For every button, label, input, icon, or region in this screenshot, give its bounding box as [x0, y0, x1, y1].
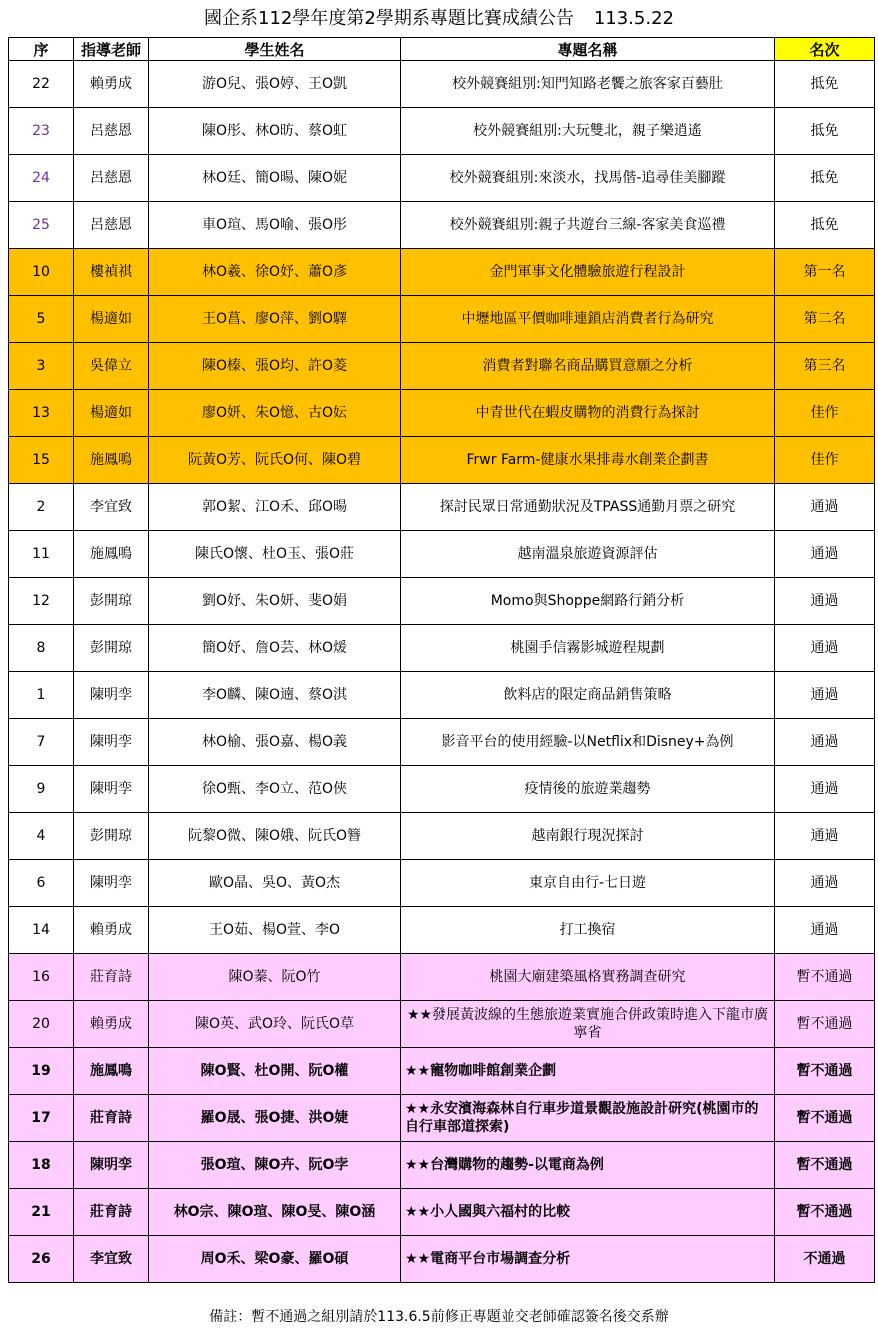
row-rank: 通過 [775, 578, 875, 625]
row-project: 校外競賽組別:大玩雙北，親子樂逍遙 [401, 108, 775, 155]
row-project: 越南溫泉旅遊資源評估 [401, 531, 775, 578]
announcement-date: 113.5.22 [593, 8, 674, 29]
row-rank: 暫不通過 [775, 1095, 875, 1142]
column-header-students: 學生姓名 [149, 38, 401, 61]
row-rank: 抵免 [775, 108, 875, 155]
row-rank: 暫不通過 [775, 954, 875, 1001]
table-row [9, 719, 875, 766]
row-teacher: 彭開琼 [74, 625, 149, 672]
column-header-seq: 序 [9, 38, 74, 61]
table-row [9, 531, 875, 578]
row-rank: 通過 [775, 484, 875, 531]
table-row [9, 813, 875, 860]
table-row [9, 108, 875, 155]
row-rank: 不通過 [775, 1236, 875, 1283]
row-rank: 抵免 [775, 202, 875, 249]
row-rank: 暫不通過 [775, 1048, 875, 1095]
row-project: 中青世代在蝦皮購物的消費行為探討 [401, 390, 775, 437]
row-rank: 暫不通過 [775, 1189, 875, 1236]
row-teacher: 彭開琼 [74, 578, 149, 625]
row-teacher: 呂慈恩 [74, 108, 149, 155]
row-seq: 22 [9, 61, 74, 108]
row-project: 打工換宿 [401, 907, 775, 954]
row-seq: 12 [9, 578, 74, 625]
row-students: 陳O彤、林O昉、蔡O虹 [149, 108, 401, 155]
column-header-rank: 名次 [775, 38, 875, 61]
row-students: 林O宗、陳O瑄、陳O旻、陳O涵 [149, 1189, 401, 1236]
table-row [9, 437, 875, 484]
row-rank: 通過 [775, 907, 875, 954]
row-seq: 1 [9, 672, 74, 719]
row-teacher: 賴勇成 [74, 61, 149, 108]
row-seq: 19 [9, 1048, 74, 1095]
row-project: ★★電商平台市場調查分析 [401, 1236, 775, 1283]
table-row [9, 1095, 875, 1142]
row-students: 王O茹、楊O萱、李O [149, 907, 401, 954]
row-seq: 7 [9, 719, 74, 766]
row-seq: 18 [9, 1142, 74, 1189]
row-teacher: 樓禎祺 [74, 249, 149, 296]
row-students: 陳O榛、張O均、許O菱 [149, 343, 401, 390]
table-row [9, 672, 875, 719]
row-seq: 23 [9, 108, 74, 155]
row-rank: 通過 [775, 719, 875, 766]
row-seq: 9 [9, 766, 74, 813]
table-row [9, 625, 875, 672]
row-teacher: 賴勇成 [74, 907, 149, 954]
row-teacher: 楊適如 [74, 296, 149, 343]
title-text: 國企系112學年度第2學期系專題比賽成績公告 [204, 8, 574, 29]
row-students: 陳氏O懷、杜O玉、張O莊 [149, 531, 401, 578]
row-students: 張O瑄、陳O卉、阮O孛 [149, 1142, 401, 1189]
row-project: 桃園大廟建築風格實務調查研究 [401, 954, 775, 1001]
row-students: 歐O晶、吳O、黃O杰 [149, 860, 401, 907]
row-teacher: 陳明孪 [74, 719, 149, 766]
row-seq: 3 [9, 343, 74, 390]
row-rank: 通過 [775, 625, 875, 672]
row-seq: 16 [9, 954, 74, 1001]
row-students: 阮黎O微、陳O娥、阮氏O簪 [149, 813, 401, 860]
row-rank: 佳作 [775, 437, 875, 484]
row-students: 陳O蓁、阮O竹 [149, 954, 401, 1001]
row-students: 阮黃O芳、阮氏O何、陳O碧 [149, 437, 401, 484]
row-project: Frwr Farm-健康水果排毒水創業企劃書 [401, 437, 775, 484]
table-body [9, 61, 875, 1283]
table-row [9, 249, 875, 296]
page-title [0, 6, 878, 32]
row-teacher: 施鳳鳴 [74, 1048, 149, 1095]
row-project: 探討民眾日常通勤狀況及TPASS通勤月票之研究 [401, 484, 775, 531]
table-row [9, 1189, 875, 1236]
row-students: 游O兒、張O婷、王O凱 [149, 61, 401, 108]
table-row [9, 390, 875, 437]
table-row [9, 1236, 875, 1283]
row-seq: 8 [9, 625, 74, 672]
row-students: 羅O晟、張O捷、洪O婕 [149, 1095, 401, 1142]
row-students: 郭O絜、江O禾、邱O暘 [149, 484, 401, 531]
row-rank: 第二名 [775, 296, 875, 343]
table-row [9, 907, 875, 954]
row-seq: 14 [9, 907, 74, 954]
table-row [9, 1001, 875, 1048]
results-table [8, 37, 875, 1283]
row-rank: 通過 [775, 672, 875, 719]
row-students: 車O瑄、馬O喻、張O彤 [149, 202, 401, 249]
row-students: 劉O妤、朱O妍、斐O娟 [149, 578, 401, 625]
table-row [9, 1142, 875, 1189]
row-seq: 5 [9, 296, 74, 343]
column-header-teacher: 指導老師 [74, 38, 149, 61]
row-seq: 6 [9, 860, 74, 907]
row-seq: 2 [9, 484, 74, 531]
row-teacher: 施鳳鳴 [74, 437, 149, 484]
row-students: 林O榆、張O嘉、楊O義 [149, 719, 401, 766]
table-row [9, 202, 875, 249]
row-seq: 21 [9, 1189, 74, 1236]
row-students: 廖O妍、朱O憶、古O妘 [149, 390, 401, 437]
row-seq: 13 [9, 390, 74, 437]
row-rank: 第一名 [775, 249, 875, 296]
table-row [9, 1048, 875, 1095]
row-project: ★★發展黃波線的生態旅遊業實施合併政策時進入下龍市廣寧省 [401, 1001, 775, 1048]
row-teacher: 彭開琼 [74, 813, 149, 860]
row-seq: 10 [9, 249, 74, 296]
row-project: 飲料店的限定商品銷售策略 [401, 672, 775, 719]
row-seq: 11 [9, 531, 74, 578]
row-teacher: 莊育詩 [74, 1095, 149, 1142]
row-seq: 24 [9, 155, 74, 202]
row-seq: 4 [9, 813, 74, 860]
row-seq: 25 [9, 202, 74, 249]
row-rank: 佳作 [775, 390, 875, 437]
row-teacher: 呂慈恩 [74, 202, 149, 249]
row-rank: 通過 [775, 813, 875, 860]
row-project: ★★小人國與六福村的比較 [401, 1189, 775, 1236]
row-rank: 抵免 [775, 61, 875, 108]
row-students: 林O羲、徐O妤、蕭O彥 [149, 249, 401, 296]
row-students: 陳O賢、杜O開、阮O權 [149, 1048, 401, 1095]
table-header-row [9, 38, 875, 61]
row-rank: 暫不通過 [775, 1142, 875, 1189]
row-teacher: 莊育詩 [74, 954, 149, 1001]
table-row [9, 484, 875, 531]
row-rank: 通過 [775, 531, 875, 578]
row-project: 金門軍事文化體驗旅遊行程設計 [401, 249, 775, 296]
row-teacher: 賴勇成 [74, 1001, 149, 1048]
table-row [9, 343, 875, 390]
table-row [9, 860, 875, 907]
column-header-project: 專題名稱 [401, 38, 775, 61]
row-project: 校外競賽組別:親子共遊台三線-客家美食巡禮 [401, 202, 775, 249]
row-rank: 暫不通過 [775, 1001, 875, 1048]
row-teacher: 陳明孪 [74, 672, 149, 719]
row-rank: 第三名 [775, 343, 875, 390]
row-rank: 通過 [775, 766, 875, 813]
table-row [9, 954, 875, 1001]
row-students: 林O廷、簡O暘、陳O妮 [149, 155, 401, 202]
footer-note: 備註：暫不通過之組別請於113.6.5前修正專題並交老師確認簽名後交系辦 [209, 1309, 669, 1325]
row-teacher: 李宜致 [74, 484, 149, 531]
row-rank: 通過 [775, 860, 875, 907]
row-students: 陳O英、武O玲、阮氏O草 [149, 1001, 401, 1048]
row-rank: 抵免 [775, 155, 875, 202]
row-seq: 17 [9, 1095, 74, 1142]
row-project: ★★台灣購物的趨勢-以電商為例 [401, 1142, 775, 1189]
row-teacher: 李宜致 [74, 1236, 149, 1283]
row-project: 校外競賽組別:知門知路老饗之旅客家百藝肚 [401, 61, 775, 108]
row-teacher: 施鳳鳴 [74, 531, 149, 578]
row-teacher: 呂慈恩 [74, 155, 149, 202]
row-students: 李O麟、陳O遖、蔡O淇 [149, 672, 401, 719]
row-students: 周O禾、梁O豪、羅O碩 [149, 1236, 401, 1283]
row-project: 影音平台的使用經驗-以Netflix和Disney+為例 [401, 719, 775, 766]
row-project: Momo與Shoppe網路行銷分析 [401, 578, 775, 625]
row-project: 消費者對聯名商品購買意願之分析 [401, 343, 775, 390]
row-teacher: 陳明孪 [74, 860, 149, 907]
row-students: 簡O妤、詹O芸、林O煖 [149, 625, 401, 672]
row-project: ★★永安濱海森林自行車步道景觀設施設計研究(桃園市的自行車部道探索) [401, 1095, 775, 1142]
table-row [9, 155, 875, 202]
row-seq: 26 [9, 1236, 74, 1283]
row-project: 東京自由行-七日遊 [401, 860, 775, 907]
row-project: 校外競賽組別:來淡水，找馬偕-追尋佳美腳蹤 [401, 155, 775, 202]
row-teacher: 吳偉立 [74, 343, 149, 390]
table-row [9, 61, 875, 108]
table-row [9, 578, 875, 625]
row-seq: 20 [9, 1001, 74, 1048]
row-project: 疫情後的旅遊業趨勢 [401, 766, 775, 813]
row-project: 中壢地區平價咖啡連鎖店消費者行為研究 [401, 296, 775, 343]
row-project: 越南銀行現況探討 [401, 813, 775, 860]
table-row [9, 766, 875, 813]
row-teacher: 楊適如 [74, 390, 149, 437]
table-row [9, 296, 875, 343]
row-students: 王O菖、廖O萍、劉O驛 [149, 296, 401, 343]
row-project: 桃園手信霧影城遊程規劃 [401, 625, 775, 672]
row-teacher: 莊育詩 [74, 1189, 149, 1236]
row-teacher: 陳明孪 [74, 766, 149, 813]
row-seq: 15 [9, 437, 74, 484]
row-students: 徐O甄、李O立、范O俠 [149, 766, 401, 813]
row-teacher: 陳明孪 [74, 1142, 149, 1189]
row-project: ★★寵物咖啡館創業企劃 [401, 1048, 775, 1095]
